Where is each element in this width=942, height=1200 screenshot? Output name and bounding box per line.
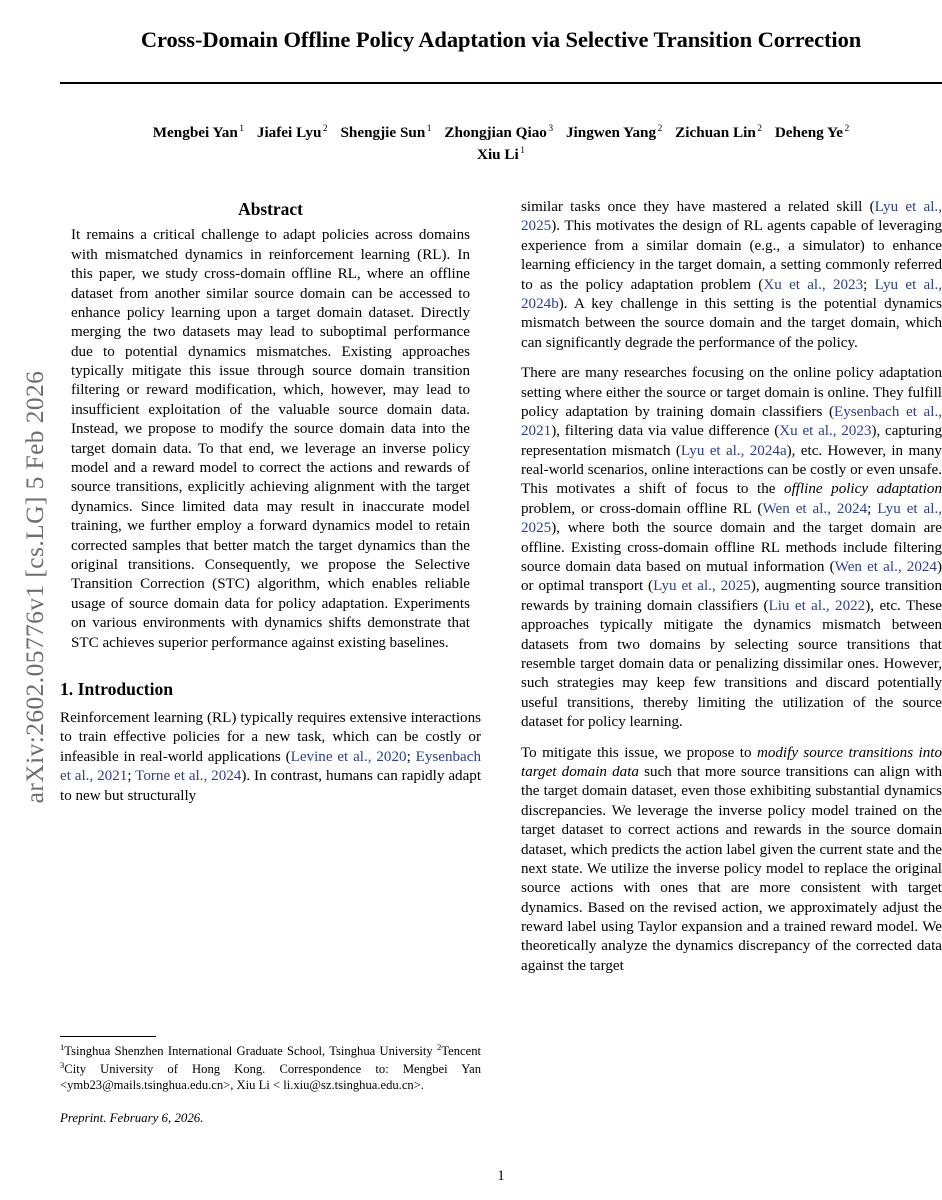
- author-affiliation-mark: 2: [844, 123, 850, 134]
- citation-link[interactable]: Liu et al., 2022: [768, 597, 866, 614]
- footnote-mark: 1: [60, 1042, 65, 1052]
- footnote-mark: 3: [60, 1059, 65, 1070]
- text-segment: such that more source transitions can align with the target domain dataset, even those exhibiting substantial dynamics discrepancies. We leverage the inverse policy model trained on the target dataset to correct actions and rewards in the source domain dataset, which predicts the action label given the current state and the next state. We utilize the inverse policy model to replace the original source actions with ones that are more consistent with target dynamics. Based on the revised action, we approximately adjust the reward label using Taylor expansion and a trained reward model. We theoretically analyze the dynamics discrepancy of the corrected data against the target: [521, 763, 942, 974]
- citation-link[interactable]: Wen et al., 2024: [762, 500, 868, 517]
- author-entry: [153, 124, 244, 141]
- citation-link[interactable]: Lyu et al., 2025: [521, 199, 942, 235]
- text-segment: Tencent: [441, 1044, 481, 1059]
- title-rule: [60, 82, 942, 84]
- emphasis-text: modify source transitions into target domain data: [521, 744, 942, 780]
- citation-link[interactable]: Xu et al., 2023: [779, 423, 872, 440]
- author-name: Xiu Li: [476, 146, 519, 164]
- preprint-notice: Preprint. February 6, 2026.: [60, 1111, 204, 1126]
- section-heading-introduction: 1. Introduction: [60, 678, 174, 699]
- citation-link[interactable]: Xu et al., 2023: [763, 276, 864, 293]
- footnote-area: [60, 1036, 481, 1126]
- text-segment: There are many researches focusing on the online policy adaptation setting where either the source or target domain is online. They fulfill policy adaptation by training domain classifiers (: [521, 365, 942, 420]
- citation-link[interactable]: Eysenbach et al., 2021: [60, 748, 482, 785]
- author-name: Mengbei Yan: [152, 124, 238, 141]
- author-entry: [675, 124, 762, 141]
- text-segment: ;: [127, 768, 136, 785]
- author-affiliation-mark: 2: [757, 123, 763, 134]
- author-entry: [566, 124, 662, 141]
- author-affiliation-mark: 2: [322, 123, 328, 134]
- abstract-heading: Abstract: [238, 199, 303, 219]
- intro-paragraph-1: [60, 709, 481, 806]
- emphasis-text: offline policy adaptation: [784, 481, 942, 498]
- citation-link[interactable]: Lyu et al., 2024b: [521, 276, 942, 312]
- text-segment: ). This motivates the design of RL agents capable of leveraging experience from a similar domain (e.g., a simulator) to enhance learning efficiency in the target domain, a setting commonly referred to as the policy adaptation problem (: [521, 218, 942, 293]
- paper-page: [60, 0, 942, 1200]
- citation-link[interactable]: Lyu et al., 2024a: [680, 442, 787, 459]
- text-segment: Tsinghua Shenzhen International Graduate School, Tsinghua University: [64, 1044, 438, 1059]
- citation-link[interactable]: Lyu et al., 2025: [521, 500, 942, 537]
- footnote-rule: [60, 1036, 156, 1037]
- footnote-text: [60, 1042, 481, 1093]
- text-segment: ), capturing representation mismatch (: [521, 423, 942, 459]
- author-affiliation-mark: 3: [548, 123, 554, 134]
- text-segment: ), augmenting source transition rewards by training domain classifiers (: [521, 578, 942, 614]
- author-entry: [477, 146, 525, 163]
- citation-link[interactable]: Lyu et al., 2025: [653, 578, 751, 595]
- text-segment: similar tasks once they have mastered a related skill (: [521, 199, 875, 215]
- page-title: Cross-Domain Offline Policy Adaptation via Selective Transition Correction: [140, 27, 862, 52]
- right-paragraph-1: [521, 198, 942, 353]
- text-segment: ), etc. These approaches typically mitigate the dynamics mismatch between datasets from two domains by selecting source transitions that resemble target domain data or penalizing dissimilar ones. However, such strategies may keep few transitions and discard potentially useful transitions, thereby limiting the utilization of the source dataset for policy learning.: [521, 597, 942, 731]
- text-segment: ;: [863, 276, 875, 293]
- author-name: Zhongjian Qiao: [444, 124, 547, 141]
- citation-link[interactable]: Wen et al., 2024: [834, 559, 937, 576]
- author-entry: [444, 124, 553, 141]
- author-name: Shengjie Sun: [340, 124, 426, 141]
- text-segment: ). A key challenge in this setting is the potential dynamics mismatch between the source domain and the target domain, which can significantly degrade the performance of the policy.: [521, 295, 942, 351]
- author-entry: [775, 124, 849, 141]
- citation-link[interactable]: Torne et al., 2024: [135, 768, 242, 785]
- author-name: Zichuan Lin: [675, 124, 756, 141]
- author-affiliation-mark: 1: [239, 123, 245, 134]
- text-segment: ), where both the source domain and the target domain are offline. Existing cross-domain offline RL methods include filtering source domain data based on mutual information (: [521, 520, 942, 576]
- citation-link[interactable]: Levine et al., 2020: [290, 748, 407, 765]
- arxiv-stamp-text: arXiv:2602.05776v1 [cs.LG] 5 Feb 2026: [20, 370, 49, 804]
- author-entry: [340, 124, 431, 141]
- abstract-body: It remains a critical challenge to adapt policies across domains with mismatched dynamics in reinforcement learning (RL). In this paper, we study cross-domain offline RL, where an offline dataset from another similar source domain can be accessed to enhance policy learning upon a target domain dataset. Directly merging the two datasets may lead to suboptimal performance due to potential dynamics mismatches. Existing approaches typically mitigate this issue through source domain transition filtering or reward modification, which, however, may lead to insufficient exploitation of the valuable source domain data. Instead, we propose to modify the source domain data into the target domain data. To that end, we leverage an inverse policy model and a reward model to correct the actions and rewards of source transitions, explicitly achieving alignment with the target dynamics. Since limited data may result in inaccurate model training, we further employ a forward dynamics model to retain corrected samples that better match the target dynamics than the original transitions. Consequently, we propose the Selective Transition Correction (STC) algorithm, which enables reliable usage of source domain data for policy adaptation. Experiments on various environments with dynamics shifts demonstrate that STC achieves superior performance against existing baselines.: [71, 227, 470, 651]
- author-affiliation-mark: 1: [520, 145, 526, 156]
- spacer: [60, 653, 481, 679]
- author-name: Deheng Ye: [774, 124, 844, 141]
- text-segment: problem, or cross-domain offline RL (: [521, 500, 763, 517]
- left-column: [60, 198, 481, 817]
- text-segment: ) or optimal transport (: [521, 559, 942, 595]
- author-entry: [257, 124, 328, 141]
- text-segment: ), etc. However, in many real-world scenarios, online interactions can be costly or even unsafe. This motivates a shift of focus to the: [521, 442, 942, 498]
- footnote-mark: 2: [437, 1042, 442, 1052]
- text-segment: ). In contrast, humans can rapidly adapt to new but structurally: [60, 768, 482, 804]
- text-segment: To mitigate this issue, we propose to: [521, 744, 757, 761]
- right-paragraph-2: [521, 364, 942, 732]
- arxiv-stamp: [0, 0, 60, 1200]
- page-number: 1: [497, 1168, 505, 1184]
- author-affiliation-mark: 2: [657, 123, 663, 134]
- text-segment: ;: [406, 748, 416, 765]
- text-segment: City University of Hong Kong. Correspondence to: Mengbei Yan <ymb23@mails.tsinghua.edu.cn>, Xiu Li < li.xiu@sz.tsinghua.edu.cn>.: [60, 1061, 481, 1093]
- author-name: Jingwen Yang: [565, 124, 657, 141]
- citation-link[interactable]: Eysenbach et al., 2021: [521, 403, 942, 440]
- title-block: [60, 26, 942, 54]
- right-paragraph-3: [521, 744, 942, 977]
- text-segment: ), filtering data via value difference (: [551, 423, 780, 440]
- text-segment: ;: [867, 500, 878, 517]
- author-affiliation-mark: 1: [426, 123, 432, 134]
- author-list: [60, 122, 942, 166]
- text-segment: Reinforcement learning (RL) typically requires extensive interactions to train effective policies for a new task, which can be costly or infeasible in real-world applications (: [60, 710, 481, 765]
- abstract-section: [60, 198, 481, 653]
- author-name: Jiafei Lyu: [256, 124, 322, 141]
- right-column: [521, 198, 942, 987]
